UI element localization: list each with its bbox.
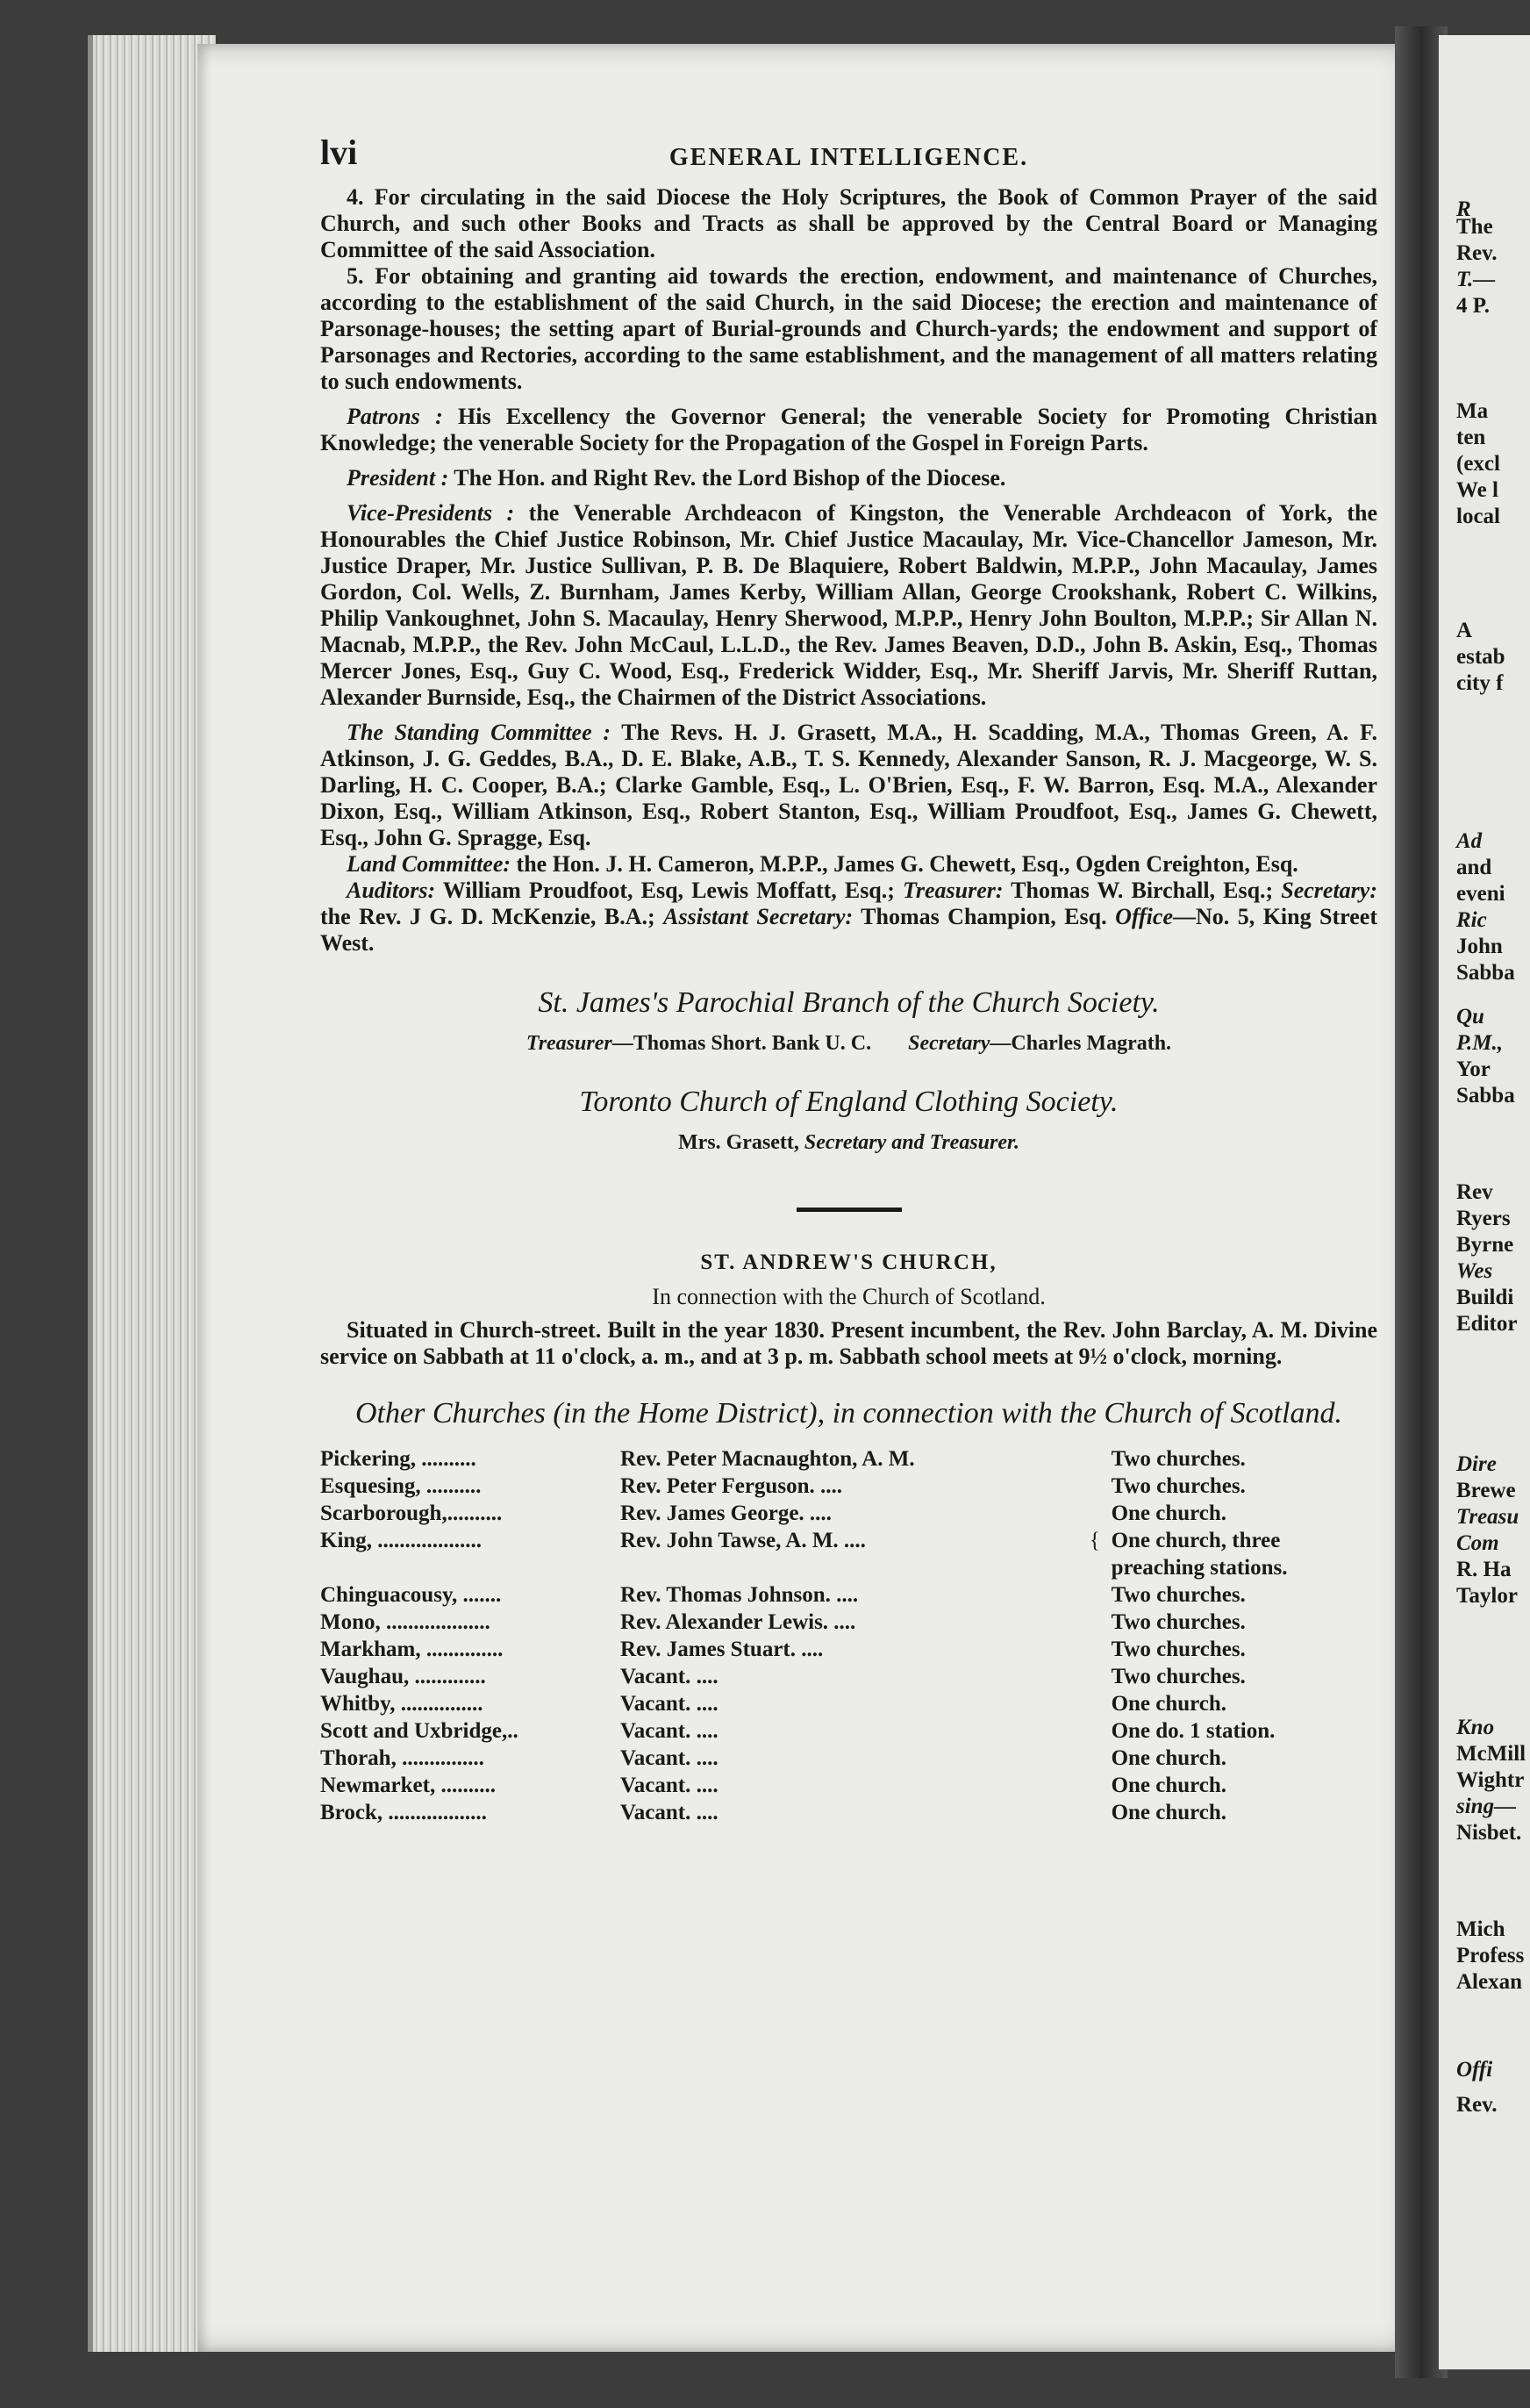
clothing-society-role: Secretary and Treasurer. [804,1131,1020,1154]
page-number: lvi [320,133,358,172]
table-row [320,1500,1329,1527]
brace-spacer [1090,1745,1112,1772]
brace-spacer [1090,1609,1112,1636]
brace-mark: { [1089,1529,1100,1552]
facing-page-fragment: Byrne [1456,1233,1514,1257]
facing-page-fragment: city f [1456,671,1504,695]
facing-page-fragment: Rev [1456,1180,1493,1204]
facing-page-fragment: A [1456,619,1473,642]
st-james-treasurer-text: —Thomas Short. Bank U. C. [611,1032,872,1055]
table-row [320,1473,1329,1500]
facing-page-fragment: (excl [1456,452,1500,476]
facing-page-fragment: 4 P. [1456,294,1490,318]
church-place: Chinguacousy, ....... [320,1583,502,1607]
president-label: President : [347,465,449,491]
st-james-secretary-text: —Charles Magrath. [990,1032,1172,1055]
facing-page-fragment: John [1456,935,1503,958]
church-minister: Rev. John Tawse, A. M. .... [620,1529,866,1552]
brace-spacer [1090,1799,1112,1826]
brace-spacer [1090,1663,1112,1690]
object-clause-5: 5. For obtaining and granting aid towards the erection, endowment, and maintenance of Churches, according to the establishment of the said Church, in the said Diocese; the erection and maintenance of Parsonage-houses; the setting apart of Burial-grounds and Church-yards; the endowment and support of Parsonages and Rectories, according to the same establishment, and the management of all matters relating to such endowments. [320,263,1377,394]
vice-presidents-label: Vice-Presidents : [347,500,515,526]
facing-page-fragment: Rev. [1456,2093,1498,2117]
facing-page-fragment: Profess [1456,1944,1525,1967]
table-row [320,1772,1329,1799]
office-label: Office [1115,904,1173,929]
facing-page-fragment: ten [1456,426,1486,449]
brace-spacer [1090,1772,1112,1799]
facing-page-fragment: Ric [1456,908,1487,932]
church-note: One church. [1111,1774,1227,1797]
facing-page-fragment: R [1456,197,1471,221]
table-row [320,1636,1329,1663]
table-row [320,1717,1329,1745]
church-place: Pickering, .......... [320,1447,476,1471]
church-place: Markham, .............. [320,1638,504,1661]
table-row [320,1745,1329,1772]
church-note: Two churches. [1111,1447,1246,1471]
church-minister: Vacant. .... [620,1774,719,1797]
facing-page-fragment: estab [1456,645,1505,669]
facing-page-fragment: Offi [1456,2058,1493,2082]
church-note: One church. [1111,1501,1227,1525]
facing-page-fragment: Sabba [1456,961,1515,985]
church-note: Two churches. [1111,1474,1246,1498]
assistant-secretary-text: Thomas Champion, Esq. [853,904,1116,929]
facing-page-fragment: Wightr [1456,1768,1525,1792]
facing-page-fragment: Treasu [1456,1505,1519,1529]
st-andrews-title: ST. ANDREW'S CHURCH, [700,1251,997,1274]
church-note: Two churches. [1111,1583,1246,1607]
land-committee-label: Land Committee: [347,851,511,877]
auditors-text: William Proudfoot, Esq, Lewis Moffatt, Esq.; [435,878,903,903]
st-james-branch-title: St. James's Parochial Branch of the Church Society. [538,986,1160,1019]
treasurer-label: Treasurer: [902,878,1004,903]
brace-spacer [1090,1636,1112,1663]
facing-page-fragment: and [1456,856,1492,879]
church-minister: Vacant. .... [620,1719,719,1743]
church-note: One church. [1111,1692,1227,1716]
president-paragraph [320,465,1377,491]
auditors-paragraph [320,878,1377,957]
table-row [320,1527,1329,1581]
facing-page-fragment: Alexan [1456,1970,1522,1994]
facing-page-fragment: R. Ha [1456,1558,1512,1581]
vice-presidents-text: the Venerable Archdeacon of Kingston, the Venerable Archdeacon of York, the Honourables the Chief Justice Robinson, Mr. Chief Justice Macaulay, Mr. Vice-Chancellor Jameson, Mr. Justice Draper, Mr. Justice Sullivan, P. B. De Blaquiere, Robert Baldwin, M.P.P., John Macaulay, James Gordon, Col. Wells, Z. Burnham, James Kerby, William Allan, George Crookshank, Robert C. Wilkins, Philip Vankoughnet, John S. Macaulay, Henry Sherwood, M.P.P., Henry John Boulton, M.P.P.; Sir Allan N. Macnab, M.P.P., the Rev. John McCaul, L.L.D., the Rev. James Beaven, D.D., John B. Askin, Esq., Thomas Mercer Jones, Esq., Guy C. Wood, Esq., Frederick Widder, Esq., Mr. Sheriff Jarvis, Mr. Sheriff Ruttan, Alexander Burnside, Esq., the Chairmen of the District Associations. [320,500,1377,710]
land-committee-paragraph [320,851,1377,878]
table-row [320,1581,1329,1609]
section-divider [797,1208,902,1212]
facing-page-fragment: Qu [1456,1005,1484,1028]
table-row [320,1663,1329,1690]
treasurer-text: Thomas W. Birchall, Esq.; [1003,878,1282,903]
facing-page-fragment: Buildi [1456,1286,1514,1309]
facing-page-fragment: Com [1456,1531,1499,1555]
st-james-treasurer-label: Treasurer [525,1032,612,1055]
other-churches-title: Other Churches (in the Home District), in connection with the Church of Scotland. [355,1397,1342,1430]
facing-page [1439,35,1530,2369]
facing-page-fragment: Ma [1456,399,1489,423]
auditors-label: Auditors: [347,878,436,903]
st-james-officers [320,1032,1377,1056]
table-row [320,1445,1329,1473]
brace-spacer [1090,1581,1112,1609]
land-committee-text: the Hon. J. H. Cameron, M.P.P., James G. Chewett, Esq., Ogden Creighton, Esq. [511,851,1298,877]
standing-committee-text: The Revs. H. J. Grasett, M.A., H. Scadding, M.A., Thomas Green, A. F. Atkinson, J. G. Geddes, B.A., D. E. Blake, A.B., T. S. Kennedy, Alexander Sanson, R. J. Macgeorge, W. S. Darling, H. C. Cooper, B.A.; Clarke Gamble, Esq., L. O'Brien, Esq., F. W. Barron, Esq. M.A., Alexander Dixon, Esq., William Atkinson, Esq., Robert Stanton, Esq., William Proudfoot, Esq., James G. Chewett, Esq., John G. Spragge, Esq. [320,720,1377,850]
clothing-society-title: Toronto Church of England Clothing Society. [579,1086,1119,1118]
facing-page-fragment: local [1456,505,1500,528]
church-minister: Rev. James George. .... [620,1501,832,1525]
church-place: Mono, ................... [320,1610,490,1634]
church-minister: Vacant. .... [620,1665,719,1688]
facing-page-fragment: Taylor [1456,1584,1518,1608]
church-minister: Rev. Thomas Johnson. .... [620,1583,859,1607]
brace-spacer [1090,1690,1112,1717]
facing-page-fragment: Ad [1456,829,1483,853]
other-churches-table [320,1445,1329,1826]
facing-page-fragment: We l [1456,478,1498,502]
brace-spacer [1090,1445,1112,1473]
church-note: Two churches. [1111,1638,1246,1661]
church-minister: Rev. Peter Macnaughton, A. M. [620,1447,915,1471]
facing-page-fragment: Brewe [1456,1479,1516,1502]
facing-page-fragment: Rev. [1456,241,1498,265]
secretary-text: the Rev. J G. D. McKenzie, B.A.; [320,904,664,929]
clothing-society-name: Mrs. Grasett, [677,1131,804,1154]
president-text: The Hon. and Right Rev. the Lord Bishop of the Diocese. [448,465,1006,491]
patrons-label: Patrons : [347,404,443,429]
church-place: Newmarket, .......... [320,1774,496,1797]
church-place: Scarborough,.......... [320,1501,503,1525]
assistant-secretary-label: Assistant Secretary: [663,904,854,929]
facing-page-fragment: Dire [1456,1452,1497,1476]
church-minister: Rev. Alexander Lewis. .... [620,1610,856,1634]
table-row [320,1609,1329,1636]
church-minister: Vacant. .... [620,1801,719,1824]
church-minister: Vacant. .... [620,1746,719,1770]
facing-page-fragment: sing— [1456,1795,1517,1818]
church-note: One church. [1111,1746,1227,1770]
standing-committee-label: The Standing Committee : [347,720,611,745]
brace-spacer [1090,1473,1112,1500]
church-note: Two churches. [1111,1665,1246,1688]
church-place: Thorah, ............... [320,1746,484,1770]
church-minister: Vacant. .... [620,1692,719,1716]
church-place: Scott and Uxbridge,.. [320,1719,518,1743]
office-text: —No. 5, King Street West. [320,904,1377,956]
table-row [320,1799,1329,1826]
facing-page-fragment: Wes [1456,1259,1493,1283]
church-place: Vaughau, ............. [320,1665,486,1688]
running-header [320,132,1377,184]
standing-committee-paragraph [320,720,1377,851]
st-andrews-description: Situated in Church-street. Built in the year 1830. Present incumbent, the Rev. John Barclay, A. M. Divine service on Sabbath at 11 o'clock, a. m., and at 3 p. m. Sabbath school meets at 9½ o'clock, morning. [320,1317,1377,1369]
facing-page-fragment: P.M., [1456,1031,1504,1055]
church-place: Brock, .................. [320,1801,487,1824]
church-minister: Rev. Peter Ferguson. .... [620,1474,842,1498]
facing-page-fragment: The [1456,215,1493,239]
vice-presidents-paragraph [320,500,1377,711]
facing-page-fragment: McMill [1456,1742,1526,1766]
secretary-label: Secretary: [1281,878,1377,903]
table-row [320,1690,1329,1717]
church-minister: Rev. James Stuart. .... [620,1638,824,1661]
church-note: One church. [1111,1801,1227,1824]
facing-page-fragment: Nisbet. [1456,1821,1522,1845]
church-note: One do. 1 station. [1111,1719,1276,1743]
facing-page-fragment: Yor [1456,1057,1491,1081]
st-andrews-subtitle: In connection with the Church of Scotland. [652,1284,1046,1309]
st-james-secretary-label: Secretary [908,1032,990,1055]
brace-spacer [1090,1500,1112,1527]
facing-page-fragment: Ryers [1456,1207,1511,1230]
object-clause-4: 4. For circulating in the said Diocese the Holy Scriptures, the Book of Common Prayer of the said Church, and such other Books and Tracts as shall be approved by the Central Board or Managing Committee of the said Association. [320,184,1377,262]
patrons-text: His Excellency the Governor General; the venerable Society for Promoting Christian Knowledge; the venerable Society for the Propagation of the Gospel in Foreign Parts. [320,404,1377,455]
facing-page-fragment: Editor [1456,1312,1518,1336]
facing-page-fragment: T.— [1456,268,1496,291]
page-content [320,132,1377,1826]
clothing-society-officer [320,1131,1377,1155]
facing-page-fragment: Kno [1456,1716,1495,1739]
page-title: GENERAL INTELLIGENCE. [668,144,1029,171]
church-place: King, ................... [320,1529,483,1552]
church-note: One church, three preaching stations. [1111,1529,1288,1580]
church-note: Two churches. [1111,1610,1246,1634]
brace-spacer [1090,1717,1112,1745]
facing-page-fragment: eveni [1456,882,1505,906]
patrons-paragraph [320,404,1377,456]
facing-page-fragment: Sabba [1456,1084,1515,1107]
church-place: Whitby, ............... [320,1692,483,1716]
church-place: Esquesing, .......... [320,1474,482,1498]
facing-page-fragment: Mich [1456,1917,1505,1941]
